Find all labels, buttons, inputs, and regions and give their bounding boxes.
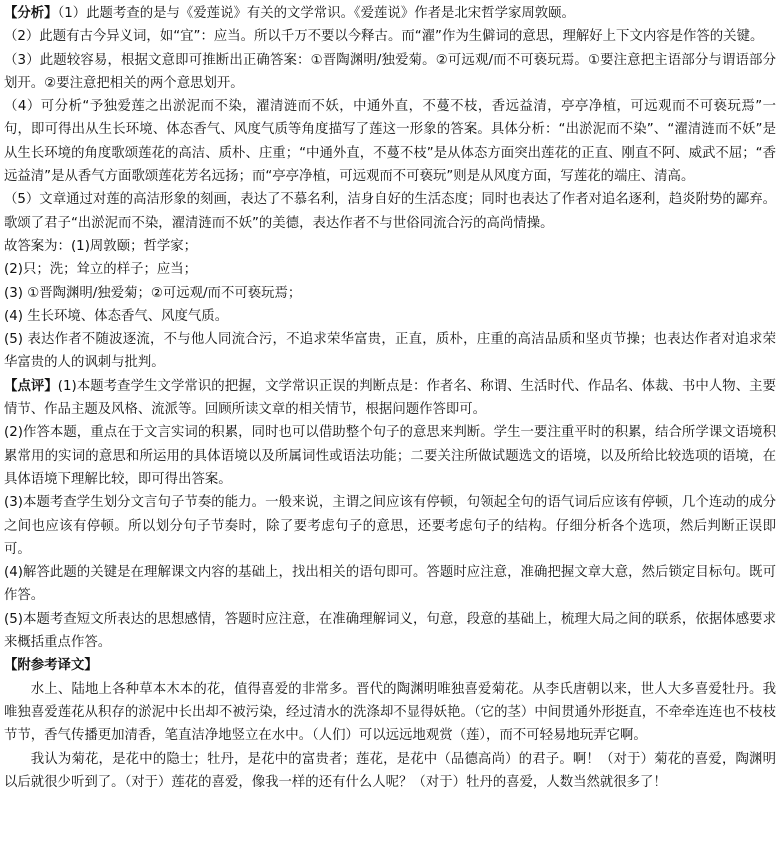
translation-p2: 我认为菊花，是花中的隐士；牡丹，是花中的富贵者；莲花，是花中（品德高尚）的君子。啊！（对于）菊花的喜爱，陶渊明以后就很少听到了。（对于）莲花的喜爱，像我一样的还有什么人呢？（对于）牡丹的喜爱，人数当然就很多了！: [4, 751, 776, 790]
comment-c1-text: (1)本题考查学生文学常识的把握，文学常识正误的判断点是：作者名、称谓、生活时代、作品名、体裁、书中人物、主要情节、作品主题及风格、流派等。回顾所读文章的相关情节，根据问题作答即可。: [4, 378, 777, 418]
comment-c4: (4)解答此题的关键是在理解课文内容的基础上，找出相关的语句即可。答题时应注意，准确把握文章大意，然后锁定目标句。既可作答。: [4, 565, 776, 604]
analysis-p1-text: （1）此题考查的是与《爱莲说》有关的文学常识。《爱莲说》作者是北宋哲学家周敦颐。: [57, 6, 575, 21]
comment-c3: (3)本题考查学生划分文言句子节奏的能力。一般来说，主谓之间应该有停顿，句领起全句的语气词后应该有停顿，几个连动的成分之间也应该有停顿。所以划分句子节奏时，除了要考虑句子的意思，还要考虑句子的结构。仔细分析各个选项，然后判断正误即可。: [4, 495, 776, 557]
translation-p1: 水上、陆地上各种草本木本的花，值得喜爱的非常多。晋代的陶渊明唯独喜爱菊花。从李氏唐朝以来，世人大多喜爱牡丹。我唯独喜爱莲花从积存的淤泥中长出却不被污染，经过清水的洗涤却不显得妖艳。（它的茎）中间贯通外形挺直，不牵牵连连也不枝枝节节，香气传播更加清香，笔直洁净地竖立在水中。（人们）可以远远地观赏（莲），而不可轻易地玩弄它啊。: [4, 681, 776, 744]
comment-heading: 【点评】: [4, 378, 58, 394]
analysis-p2: （2）此题有古今异义词，如“宜”：应当。所以千万不要以今释古。而“濯”作为生僻词的意思，理解好上下文内容是作答的关键。: [4, 29, 764, 45]
answer-intro: 故答案为：(1)周敦颐；哲学家；: [4, 238, 198, 254]
comment-c2: (2)作答本题，重点在于文言实词的积累，同时也可以借助整个句子的意思来判断。学生一要注重平时的积累，结合所学课文语境积累常用的实词的意思和所运用的具体语境以及所属词性或语法功能；二要关注所做试题选文的语境，以及所给比较选项的语境，在具体语境下理解比较，即可得出答案。: [4, 425, 776, 487]
comment-c1: [4, 375, 776, 422]
answer-2: (2)只；洗；耸立的样子；应当；: [4, 262, 198, 278]
analysis-p3: （3）此题较容易，根据文意即可推断出正确答案：①晋陶渊明/独爱菊。②可远观/而不可亵玩焉。①要注意把主语部分与谓语部分划开。②要注意把相关的两个意思划开。: [4, 52, 776, 91]
answer-3: (3) ①晋陶渊明/独爱菊；②可远观/而不可亵玩焉；: [4, 285, 302, 301]
answer-5: (5) 表达作者不随波逐流，不与他人同流合污，不追求荣华富贵，正直，质朴，庄重的高洁品质和坚贞节操；也表达作者对追求荣华富贵的人的讽刺与批判。: [4, 332, 776, 371]
analysis-p1: [4, 2, 776, 25]
answer-4: (4) 生长环境、体态香气、风度气质。: [4, 308, 229, 324]
comment-c5: (5)本题考查短文所表达的思想感情，答题时应注意，在准确理解词义，句意，段意的基础上，梳理大局之间的联系，依据体感要求来概括重点作答。: [4, 611, 776, 651]
analysis-p4: （4）可分析“予独爱莲之出淤泥而不染，濯清涟而不妖，中通外直，不蔓不枝，香远益清，亭亭净植，可远观而不可亵玩焉”一句，即可得出从生长环境、体态香气、风度气质等角度描写了莲这一形象的答案。具体分析：“出淤泥而不染”、“濯清涟而不妖”是从生长环境的角度歌颂莲花的高洁、质朴、庄重；“中通外直，不蔓不枝”是从体态方面突出莲花的正直、刚直不阿、威武不屈；“香远益清”是从香气方面歌颂莲花芳名远扬；而“亭亭净植，可远观而不可亵玩”则是从风度方面，写莲花的端庄、清高。: [4, 99, 776, 185]
translation-heading: 【附参考译文】: [4, 658, 98, 674]
analysis-p5: （5）文章通过对莲的高洁形象的刻画，表达了不慕名利，洁身自好的生活态度；同时也表达了作者对追名逐利，趋炎附势的鄙弃。歌颂了君子“出淤泥而不染，濯清涟而不妖”的美德，表达作者不与世俗同流合污的高尚情操。: [4, 192, 776, 231]
analysis-heading: 【分析】: [4, 6, 58, 21]
